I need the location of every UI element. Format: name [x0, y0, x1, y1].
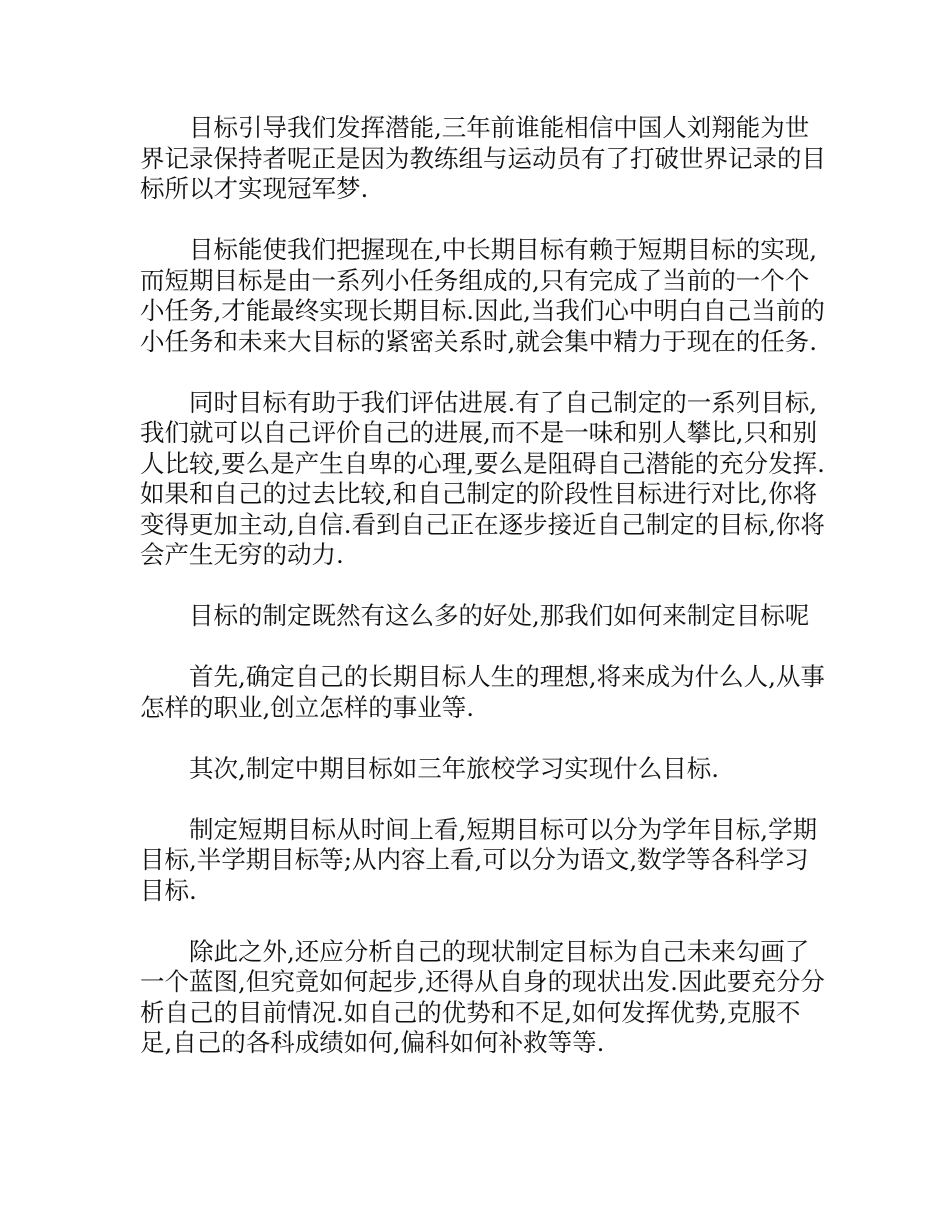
document-body: [140, 113, 830, 1089]
paragraph-4: 目标的制定既然有这么多的好处,那我们如何来制定目标呢: [189, 601, 810, 630]
paragraph-2: 目标能使我们把握现在,中长期目标有赖于短期目标的实现,而短期目标是由一系列小任务组成的,只有完成了当前的一个个小任务,才能最终实现长期目标.因此,当我们心中明白自己当前的小任务和未来大目标的紧密关系时,就会集中精力于现在的任务.: [140, 235, 825, 356]
paragraph-5: 首先,确定自己的长期目标人生的理想,将来成为什么人,从事怎样的职业,创立怎样的事业等.: [140, 662, 825, 722]
paragraph-7: 制定短期目标从时间上看,短期目标可以分为学年目标,学期目标,半学期目标等;从内容上看,可以分为语文,数学等各科学习目标.: [140, 814, 818, 905]
paragraph-1: 目标引导我们发挥潜能,三年前谁能相信中国人刘翔能为世界记录保持者呢正是因为教练组与运动员有了打破世界记录的目标所以才实现冠军梦.: [140, 113, 826, 203]
paragraph-6: 其次,制定中期目标如三年旅校学习实现什么目标.: [189, 753, 720, 783]
paragraph-8: 除此之外,还应分析自己的现状制定目标为自己未来勾画了一个蓝图,但究竟如何起步,还得从自身的现状出发.因此要充分分析自己的目前情况.如自己的优势和不足,如何发挥优势,克服不足,自己的各科成绩如何,偏科如何补救等等.: [140, 936, 825, 1057]
paragraph-3: 同时目标有助于我们评估进展.有了自己制定的一系列目标,我们就可以自己评价自己的进展,而不是一味和别人攀比,只和别人比较,要么是产生自卑的心理,要么是阻碍自己潜能的充分发挥.如果和自己的过去比较,和自己制定的阶段性目标进行对比,你将变得更加主动,自信.看到自己正在逐步接近自己制定的目标,你将会产生无穷的动力.: [140, 387, 825, 569]
